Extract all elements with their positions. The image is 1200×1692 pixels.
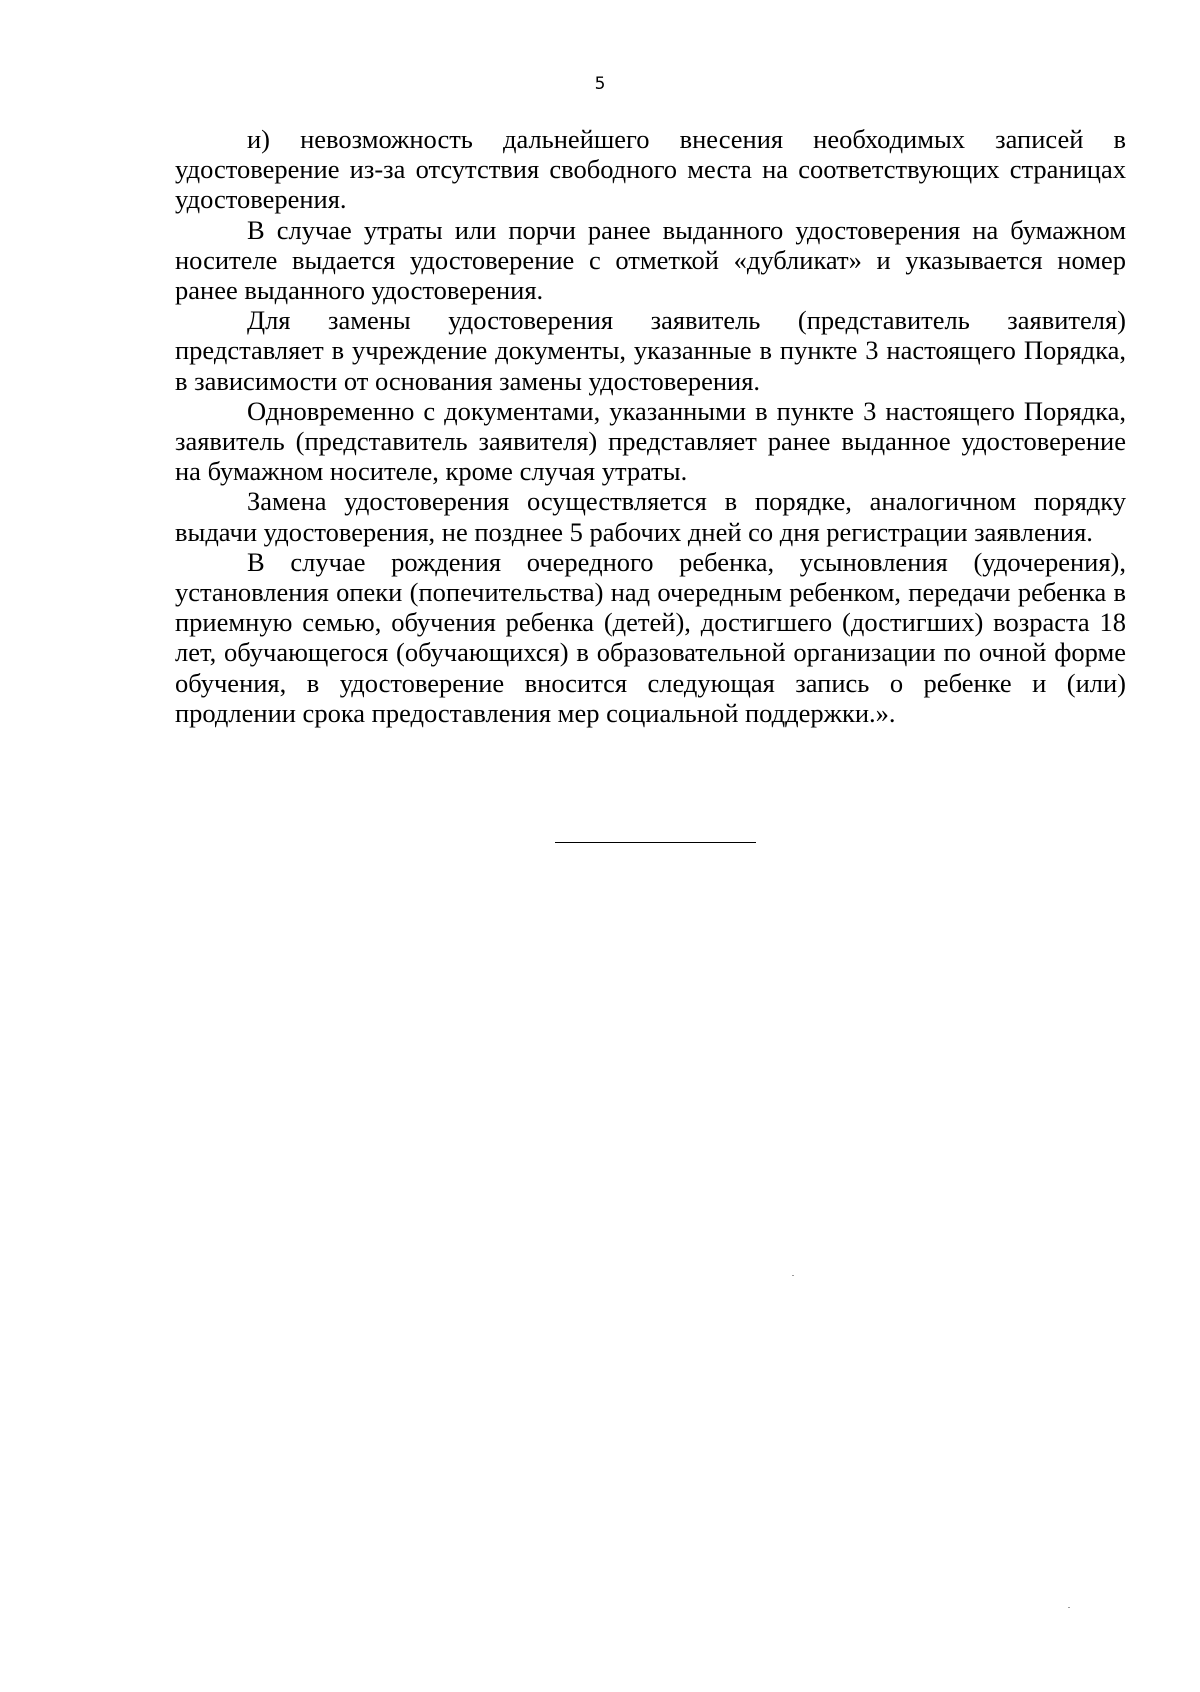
end-of-text-rule: [555, 842, 756, 843]
scan-speck: [792, 1275, 794, 1276]
document-body: [175, 124, 1126, 728]
scan-speck: [1068, 1607, 1070, 1608]
paragraph-previous-certificate: Одновременно с документами, указанными в пункте 3 настоящего Порядка, заявитель (представитель заявителя) представляет ранее выданное удостоверение на бумажном носителе, кроме случая утраты.: [175, 395, 1126, 487]
paragraph-child-record: В случае рождения очередного ребенка, усыновления (удочерения), установления опеки (попечительства) над очередным ребенком, передачи ребенка в приемную семью, обучения ребенка (детей), достигшего (достигших) возраста 18 лет, обучающегося (обучающихся) в образовательной организации по очной форме обучения, в удостоверение вносится следующая запись о ребенке и (или) продлении срока предоставления мер социальной поддержки.».: [175, 546, 1126, 728]
paragraph-replacement-documents: Для замены удостоверения заявитель (представитель заявителя) представляет в учреждение документы, указанные в пункте 3 настоящего Порядка, в зависимости от основания замены удостоверения.: [175, 305, 1126, 396]
paragraph-replacement-term: Замена удостоверения осуществляется в порядке, аналогичном порядку выдачи удостоверения, не позднее 5 рабочих дней со дня регистрации заявления.: [175, 486, 1126, 547]
paragraph-item-i: и) невозможность дальнейшего внесения необходимых записей в удостоверение из-за отсутствия свободного места на соответствующих страницах удостоверения.: [175, 124, 1126, 215]
page-number: 5: [594, 74, 606, 94]
paragraph-loss-damage: В случае утраты или порчи ранее выданного удостоверения на бумажном носителе выдается удостоверение с отметкой «дубликат» и указывается номер ранее выданного удостоверения.: [175, 214, 1126, 306]
